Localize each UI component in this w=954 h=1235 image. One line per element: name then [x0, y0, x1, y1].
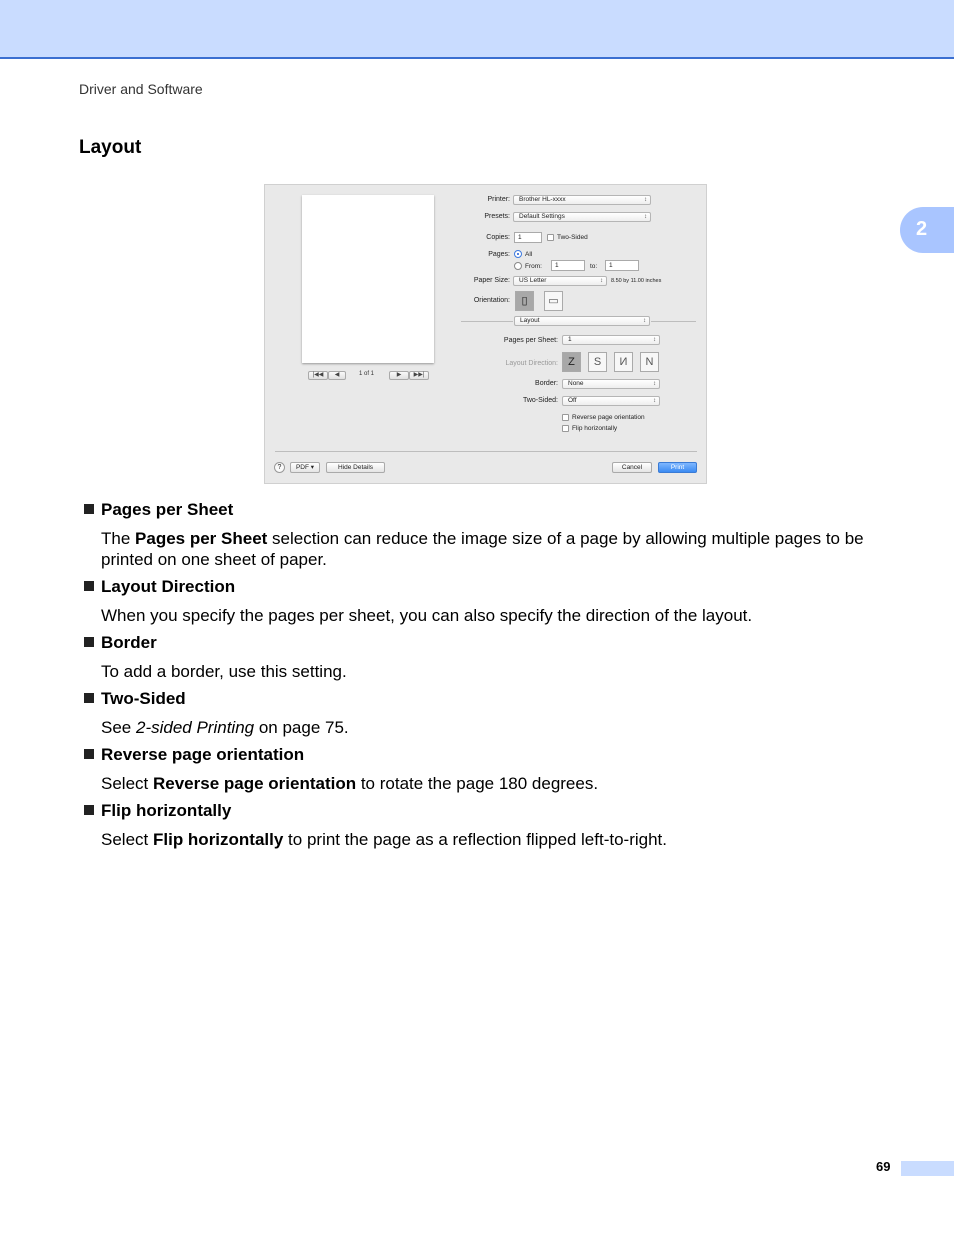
two-sided-checkbox-label: Two-Sided — [557, 234, 588, 241]
pdf-button[interactable]: PDF ▾ — [290, 462, 320, 473]
print-dialog-screenshot — [264, 184, 707, 484]
reverse-orientation-checkbox[interactable] — [562, 414, 569, 421]
bullet-square-icon — [84, 581, 94, 591]
pages-to-label: to: — [590, 263, 598, 270]
pages-from-input[interactable]: 1 — [551, 260, 585, 271]
flip-horizontally-label: Flip horizontally — [572, 425, 618, 432]
pages-all-label: All — [525, 251, 533, 258]
first-page-button[interactable]: |◀◀ — [308, 371, 328, 380]
last-page-button[interactable]: ▶▶| — [409, 371, 429, 380]
chapter-tab: 2 — [900, 207, 954, 253]
layout-z-icon[interactable]: Z — [562, 352, 581, 372]
item-title-layout-direction: Layout Direction — [84, 577, 235, 597]
landscape-orientation-icon[interactable]: ▭ — [544, 291, 563, 311]
presets-select[interactable]: Default Settings ↕ — [513, 212, 651, 222]
cancel-button[interactable]: Cancel — [612, 462, 652, 473]
print-button[interactable]: Print — [658, 462, 697, 473]
panel-divider-left — [461, 321, 513, 322]
printer-select[interactable]: Brother HL-xxxx ↕ — [513, 195, 651, 205]
panel-select[interactable]: Layout ↕ — [514, 316, 650, 326]
two-sided-select[interactable]: Off ↕ — [562, 396, 660, 406]
flip-horizontally-checkbox[interactable] — [562, 425, 569, 432]
border-select[interactable]: None ↕ — [562, 379, 660, 389]
item-title-pages-per-sheet: Pages per Sheet — [84, 500, 233, 520]
two-sided-label: Two-Sided: — [522, 397, 558, 404]
border-label: Border: — [535, 380, 558, 387]
paper-size-label: Paper Size: — [473, 277, 510, 284]
section-title: Layout — [79, 137, 142, 158]
item-desc-border: To add a border, use this setting. — [101, 662, 347, 681]
cross-reference-link[interactable]: 2-sided Printing — [135, 718, 255, 737]
printer-label: Printer: — [487, 196, 510, 203]
layout-s-icon[interactable]: S — [588, 352, 607, 372]
item-desc-reverse-orientation: Select Reverse page orientation to rotate the page 180 degrees. — [101, 774, 599, 793]
bullet-square-icon — [84, 805, 94, 815]
item-desc-flip-horizontally: Select Flip horizontally to print the page as a reflection flipped left-to-right. — [101, 830, 667, 849]
page-counter: 1 of 1 — [359, 371, 375, 377]
help-icon[interactable]: ? — [274, 462, 285, 473]
pages-from-radio[interactable] — [514, 262, 522, 270]
hide-details-button[interactable]: Hide Details — [326, 462, 385, 473]
portrait-orientation-icon[interactable]: ▯ — [515, 291, 534, 311]
item-title-two-sided: Two-Sided — [84, 689, 186, 709]
orientation-label: Orientation: — [473, 297, 510, 304]
item-desc-pages-per-sheet: The Pages per Sheet selection can reduce the image size of a page by allowing multiple pages to be printed on one sheet of paper. — [101, 529, 864, 569]
bullet-square-icon — [84, 637, 94, 647]
layout-n-icon[interactable]: N — [640, 352, 659, 372]
pages-label: Pages: — [488, 251, 510, 258]
paper-dimensions: 8.50 by 11.00 inches — [611, 278, 662, 284]
footer-divider — [275, 451, 697, 452]
copies-input[interactable]: 1 — [514, 232, 542, 243]
prev-page-button[interactable]: ◀ — [328, 371, 346, 380]
panel-divider-right — [651, 321, 696, 322]
pages-all-radio[interactable] — [514, 250, 522, 258]
item-desc-two-sided: See 2-sided Printing on page 75. — [101, 718, 349, 737]
bullet-square-icon — [84, 693, 94, 703]
paper-size-select[interactable]: US Letter ↕ — [513, 276, 607, 286]
copies-label: Copies: — [486, 234, 510, 241]
layout-direction-label: Layout Direction: — [505, 360, 558, 367]
page-number-bar — [901, 1161, 954, 1176]
page-number: 69 — [876, 1159, 891, 1174]
page-preview — [302, 195, 434, 363]
pages-per-sheet-select[interactable]: 1 ↕ — [562, 335, 660, 345]
item-desc-layout-direction: When you specify the pages per sheet, you can also specify the direction of the layout. — [101, 606, 753, 625]
bullet-square-icon — [84, 749, 94, 759]
running-title: Driver and Software — [79, 81, 203, 97]
item-title-reverse-orientation: Reverse page orientation — [84, 745, 304, 765]
pages-per-sheet-label: Pages per Sheet: — [503, 337, 558, 344]
presets-label: Presets: — [484, 213, 510, 220]
two-sided-checkbox[interactable] — [547, 234, 554, 241]
bullet-square-icon — [84, 504, 94, 514]
reverse-orientation-label: Reverse page orientation — [572, 414, 645, 421]
pages-from-label: From: — [525, 263, 542, 270]
item-title-border: Border — [84, 633, 157, 653]
item-title-flip-horizontally: Flip horizontally — [84, 801, 231, 821]
pages-to-input[interactable]: 1 — [605, 260, 639, 271]
header-band — [0, 0, 954, 59]
next-page-button[interactable]: ▶ — [389, 371, 409, 380]
layout-n-reverse-icon[interactable]: И — [614, 352, 633, 372]
